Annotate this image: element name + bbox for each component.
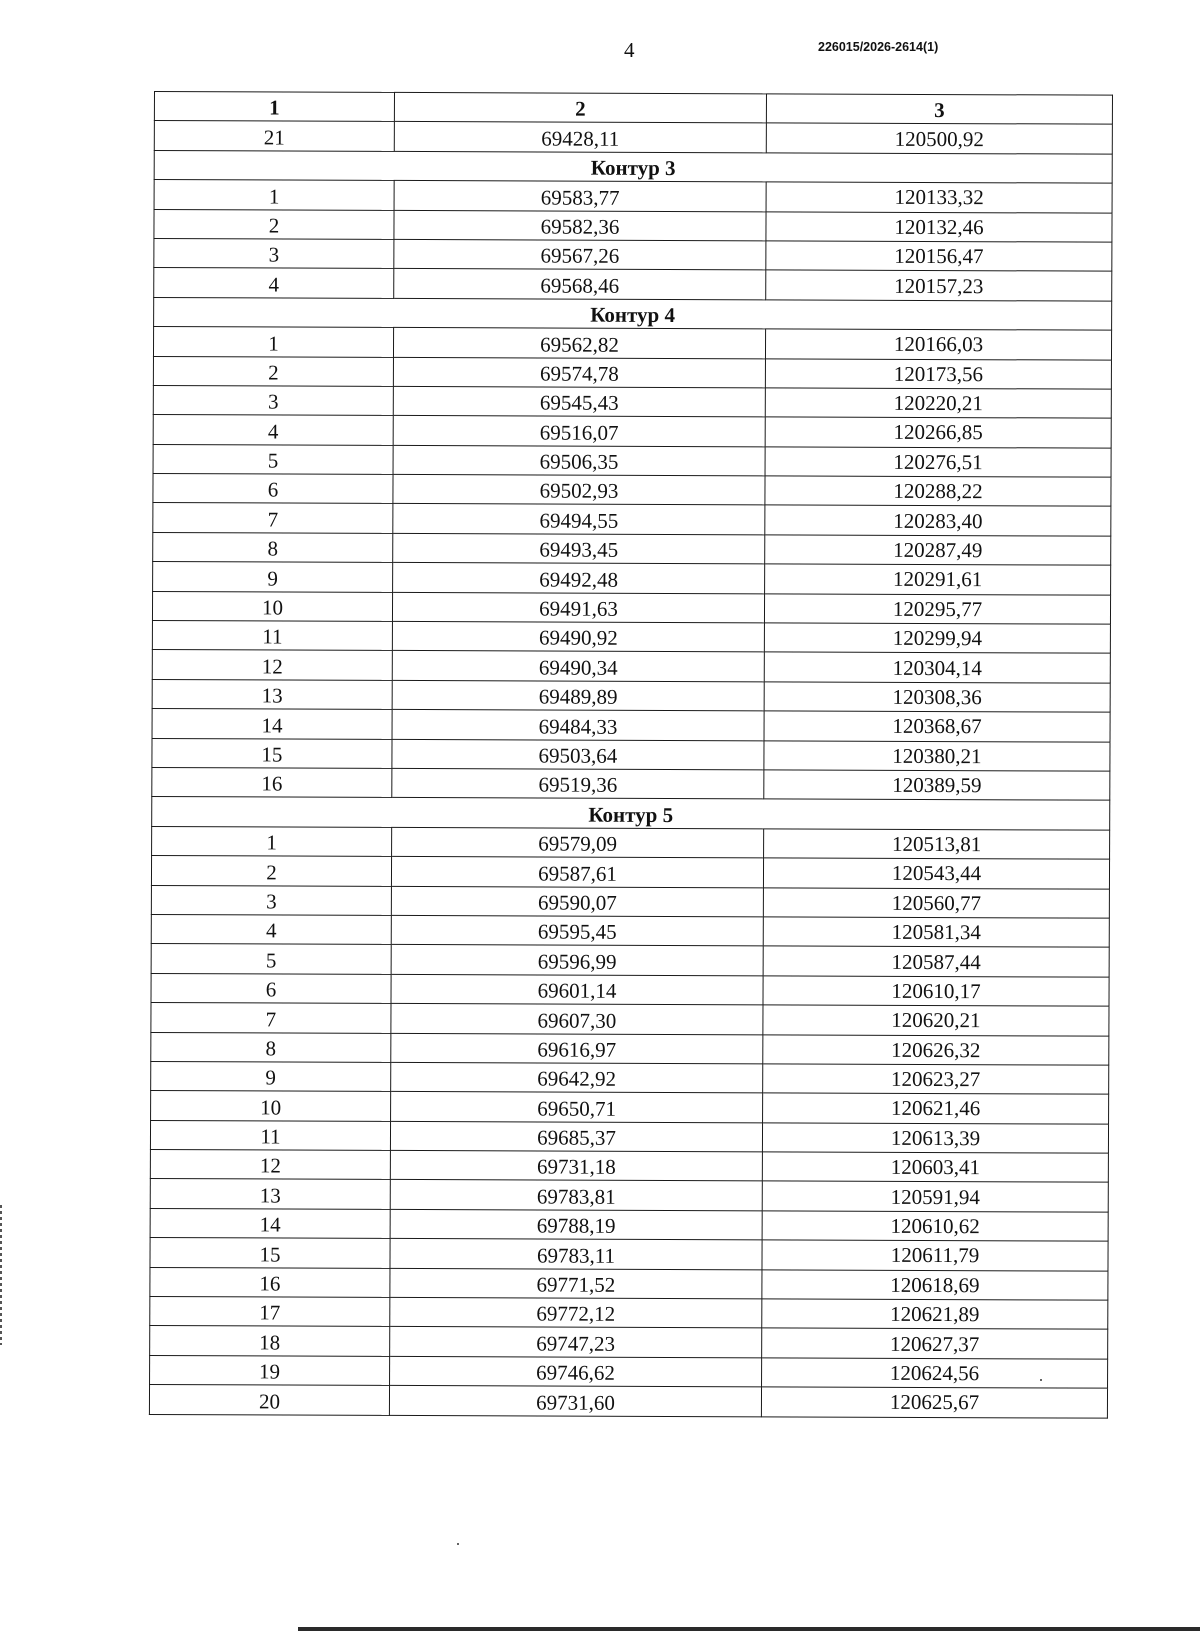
table-row bbox=[154, 238, 1112, 271]
point-number-cell: 9 bbox=[151, 1061, 391, 1091]
x-coordinate-cell: 69506,35 bbox=[393, 445, 765, 476]
x-coordinate-cell: 69490,92 bbox=[392, 621, 764, 652]
column-header-2: 2 bbox=[394, 92, 766, 123]
table-row bbox=[150, 1120, 1108, 1153]
y-coordinate-cell: 120157,23 bbox=[766, 270, 1112, 301]
point-number-cell: 15 bbox=[152, 738, 392, 768]
table-row bbox=[153, 503, 1111, 536]
table-row bbox=[152, 650, 1110, 683]
x-coordinate-cell: 69642,92 bbox=[391, 1062, 763, 1093]
y-coordinate-cell: 120166,03 bbox=[765, 329, 1111, 360]
y-coordinate-cell: 120627,37 bbox=[762, 1328, 1108, 1359]
x-coordinate-cell: 69747,23 bbox=[390, 1327, 762, 1358]
y-coordinate-cell: 120283,40 bbox=[765, 505, 1111, 536]
point-number-cell: 4 bbox=[151, 914, 391, 944]
y-coordinate-cell: 120368,67 bbox=[764, 711, 1110, 742]
x-coordinate-cell: 69494,55 bbox=[393, 504, 765, 535]
x-coordinate-cell: 69771,52 bbox=[390, 1268, 762, 1299]
point-number-cell: 3 bbox=[151, 885, 391, 915]
x-coordinate-cell: 69746,62 bbox=[390, 1356, 762, 1387]
table-row bbox=[151, 1032, 1109, 1065]
point-number-cell: 2 bbox=[151, 856, 391, 886]
scan-speck bbox=[457, 1543, 459, 1545]
point-number-cell: 7 bbox=[151, 1003, 391, 1033]
group-row bbox=[154, 297, 1112, 330]
group-row bbox=[152, 797, 1110, 830]
point-number-cell: 1 bbox=[152, 826, 392, 856]
y-coordinate-cell: 120295,77 bbox=[764, 593, 1110, 624]
column-header-1: 1 bbox=[154, 92, 394, 122]
y-coordinate-cell: 120287,49 bbox=[765, 535, 1111, 566]
point-number-cell: 14 bbox=[152, 709, 392, 739]
column-header-3: 3 bbox=[766, 94, 1112, 125]
x-coordinate-cell: 69731,60 bbox=[389, 1386, 761, 1417]
point-number-cell: 11 bbox=[150, 1120, 390, 1150]
table-row bbox=[154, 180, 1112, 213]
table-row bbox=[153, 474, 1111, 507]
x-coordinate-cell: 69783,11 bbox=[390, 1239, 762, 1270]
point-number-cell: 9 bbox=[153, 562, 393, 592]
table-row bbox=[152, 826, 1110, 859]
y-coordinate-cell: 120543,44 bbox=[763, 858, 1109, 889]
contour-heading: Контур 4 bbox=[154, 297, 1112, 330]
y-coordinate-cell: 120610,62 bbox=[762, 1211, 1108, 1242]
table-row bbox=[152, 679, 1110, 712]
point-number-cell: 5 bbox=[151, 944, 391, 974]
x-coordinate-cell: 69582,36 bbox=[394, 210, 766, 241]
table-row bbox=[153, 385, 1111, 418]
y-coordinate-cell: 120623,27 bbox=[763, 1064, 1109, 1095]
point-number-cell: 12 bbox=[152, 650, 392, 680]
y-coordinate-cell: 120291,61 bbox=[765, 564, 1111, 595]
x-coordinate-cell: 69685,37 bbox=[390, 1121, 762, 1152]
y-coordinate-cell: 120389,59 bbox=[764, 770, 1110, 801]
point-number-cell: 16 bbox=[152, 767, 392, 797]
y-coordinate-cell: 120624,56 bbox=[762, 1358, 1108, 1389]
table-row bbox=[151, 856, 1109, 889]
y-coordinate-cell: 120500,92 bbox=[766, 123, 1112, 154]
x-coordinate-cell: 69519,36 bbox=[392, 768, 764, 799]
y-coordinate-cell: 120560,77 bbox=[763, 887, 1109, 918]
y-coordinate-cell: 120591,94 bbox=[762, 1181, 1108, 1212]
point-number-cell: 20 bbox=[149, 1385, 389, 1415]
x-coordinate-cell: 69587,61 bbox=[391, 857, 763, 888]
x-coordinate-cell: 69596,99 bbox=[391, 945, 763, 976]
table-row bbox=[151, 1003, 1109, 1036]
document-code: 226015/2026-2614(1) bbox=[818, 40, 939, 54]
table-row bbox=[150, 1208, 1108, 1241]
y-coordinate-cell: 120299,94 bbox=[764, 623, 1110, 654]
scan-edge-mark bbox=[0, 1205, 2, 1345]
y-coordinate-cell: 120610,17 bbox=[763, 976, 1109, 1007]
point-number-cell: 11 bbox=[152, 621, 392, 651]
y-coordinate-cell: 120625,67 bbox=[761, 1387, 1107, 1418]
x-coordinate-cell: 69772,12 bbox=[390, 1297, 762, 1328]
x-coordinate-cell: 69545,43 bbox=[393, 386, 765, 417]
x-coordinate-cell: 69731,18 bbox=[390, 1150, 762, 1181]
x-coordinate-cell: 69428,11 bbox=[394, 122, 766, 153]
x-coordinate-cell: 69484,33 bbox=[392, 710, 764, 741]
x-coordinate-cell: 69783,81 bbox=[390, 1180, 762, 1211]
y-coordinate-cell: 120288,22 bbox=[765, 476, 1111, 507]
point-number-cell: 12 bbox=[150, 1150, 390, 1180]
point-number-cell: 6 bbox=[151, 973, 391, 1003]
table-row bbox=[154, 268, 1112, 301]
x-coordinate-cell: 69595,45 bbox=[391, 915, 763, 946]
x-coordinate-cell: 69616,97 bbox=[391, 1033, 763, 1064]
y-coordinate-cell: 120611,79 bbox=[762, 1240, 1108, 1271]
x-coordinate-cell: 69574,78 bbox=[393, 357, 765, 388]
x-coordinate-cell: 69502,93 bbox=[393, 474, 765, 505]
y-coordinate-cell: 120133,32 bbox=[766, 182, 1112, 213]
page-number: 4 bbox=[624, 38, 635, 62]
point-number-cell: 3 bbox=[154, 238, 394, 268]
point-number-cell: 6 bbox=[153, 474, 393, 504]
x-coordinate-cell: 69503,64 bbox=[392, 739, 764, 770]
point-number-cell: 19 bbox=[150, 1355, 390, 1385]
table-row bbox=[153, 532, 1111, 565]
table-row bbox=[150, 1326, 1108, 1359]
point-number-cell: 18 bbox=[150, 1326, 390, 1356]
point-number-cell: 2 bbox=[154, 209, 394, 239]
x-coordinate-cell: 69568,46 bbox=[394, 269, 766, 300]
y-coordinate-cell: 120304,14 bbox=[764, 652, 1110, 683]
table-row bbox=[153, 562, 1111, 595]
point-number-cell: 7 bbox=[153, 503, 393, 533]
table-row bbox=[150, 1267, 1108, 1300]
y-coordinate-cell: 120513,81 bbox=[764, 829, 1110, 860]
y-coordinate-cell: 120380,21 bbox=[764, 740, 1110, 771]
point-number-cell: 8 bbox=[153, 532, 393, 562]
y-coordinate-cell: 120626,32 bbox=[763, 1034, 1109, 1065]
x-coordinate-cell: 69489,89 bbox=[392, 680, 764, 711]
contour-heading: Контур 5 bbox=[152, 797, 1110, 830]
y-coordinate-cell: 120156,47 bbox=[766, 241, 1112, 272]
coordinates-table bbox=[149, 91, 1113, 1418]
table-row bbox=[153, 327, 1111, 360]
x-coordinate-cell: 69650,71 bbox=[391, 1092, 763, 1123]
table-header bbox=[154, 92, 1112, 125]
table-row bbox=[151, 1091, 1109, 1124]
table-row bbox=[154, 121, 1112, 154]
y-coordinate-cell: 120220,21 bbox=[765, 388, 1111, 419]
x-coordinate-cell: 69583,77 bbox=[394, 181, 766, 212]
point-number-cell: 5 bbox=[153, 444, 393, 474]
point-number-cell: 3 bbox=[153, 385, 393, 415]
table-row bbox=[151, 973, 1109, 1006]
y-coordinate-cell: 120618,69 bbox=[762, 1269, 1108, 1300]
point-number-cell: 17 bbox=[150, 1297, 390, 1327]
point-number-cell: 8 bbox=[151, 1032, 391, 1062]
table-row bbox=[151, 944, 1109, 977]
scan-speck bbox=[1040, 1379, 1042, 1381]
x-coordinate-cell: 69492,48 bbox=[393, 563, 765, 594]
y-coordinate-cell: 120621,89 bbox=[762, 1299, 1108, 1330]
y-coordinate-cell: 120276,51 bbox=[765, 447, 1111, 478]
point-number-cell: 21 bbox=[154, 121, 394, 151]
table-row bbox=[153, 356, 1111, 389]
point-number-cell: 1 bbox=[154, 180, 394, 210]
x-coordinate-cell: 69601,14 bbox=[391, 974, 763, 1005]
point-number-cell: 13 bbox=[150, 1179, 390, 1209]
table-body bbox=[149, 121, 1112, 1418]
point-number-cell: 4 bbox=[153, 415, 393, 445]
contour-heading: Контур 3 bbox=[154, 150, 1112, 183]
table-row bbox=[150, 1179, 1108, 1212]
table-row bbox=[150, 1297, 1108, 1330]
table-row bbox=[151, 1061, 1109, 1094]
y-coordinate-cell: 120266,85 bbox=[765, 417, 1111, 448]
table-row bbox=[152, 709, 1110, 742]
header-row bbox=[154, 92, 1112, 125]
table-row bbox=[151, 914, 1109, 947]
table-row bbox=[153, 444, 1111, 477]
x-coordinate-cell: 69562,82 bbox=[393, 328, 765, 359]
point-number-cell: 16 bbox=[150, 1267, 390, 1297]
table-row bbox=[152, 738, 1110, 771]
table-row bbox=[150, 1238, 1108, 1271]
y-coordinate-cell: 120613,39 bbox=[762, 1123, 1108, 1154]
y-coordinate-cell: 120621,46 bbox=[763, 1093, 1109, 1124]
x-coordinate-cell: 69567,26 bbox=[394, 239, 766, 270]
point-number-cell: 13 bbox=[152, 679, 392, 709]
y-coordinate-cell: 120308,36 bbox=[764, 682, 1110, 713]
x-coordinate-cell: 69607,30 bbox=[391, 1004, 763, 1035]
point-number-cell: 10 bbox=[151, 1091, 391, 1121]
table-row bbox=[149, 1385, 1107, 1418]
x-coordinate-cell: 69516,07 bbox=[393, 416, 765, 447]
table-row bbox=[152, 621, 1110, 654]
table-row bbox=[154, 209, 1112, 242]
point-number-cell: 4 bbox=[154, 268, 394, 298]
table-row bbox=[150, 1150, 1108, 1183]
table-row bbox=[151, 885, 1109, 918]
y-coordinate-cell: 120603,41 bbox=[762, 1152, 1108, 1183]
group-row bbox=[154, 150, 1112, 183]
point-number-cell: 14 bbox=[150, 1208, 390, 1238]
scan-bottom-edge bbox=[298, 1627, 1200, 1631]
y-coordinate-cell: 120620,21 bbox=[763, 1005, 1109, 1036]
point-number-cell: 10 bbox=[152, 591, 392, 621]
x-coordinate-cell: 69590,07 bbox=[391, 886, 763, 917]
x-coordinate-cell: 69491,63 bbox=[392, 592, 764, 623]
table-row bbox=[153, 415, 1111, 448]
x-coordinate-cell: 69579,09 bbox=[392, 827, 764, 858]
y-coordinate-cell: 120587,44 bbox=[763, 946, 1109, 977]
point-number-cell: 2 bbox=[153, 356, 393, 386]
table-row bbox=[152, 591, 1110, 624]
table-row bbox=[150, 1355, 1108, 1388]
x-coordinate-cell: 69493,45 bbox=[393, 533, 765, 564]
table-row bbox=[152, 767, 1110, 800]
y-coordinate-cell: 120173,56 bbox=[765, 358, 1111, 389]
x-coordinate-cell: 69490,34 bbox=[392, 651, 764, 682]
y-coordinate-cell: 120132,46 bbox=[766, 211, 1112, 242]
x-coordinate-cell: 69788,19 bbox=[390, 1209, 762, 1240]
point-number-cell: 1 bbox=[153, 327, 393, 357]
point-number-cell: 15 bbox=[150, 1238, 390, 1268]
y-coordinate-cell: 120581,34 bbox=[763, 917, 1109, 948]
